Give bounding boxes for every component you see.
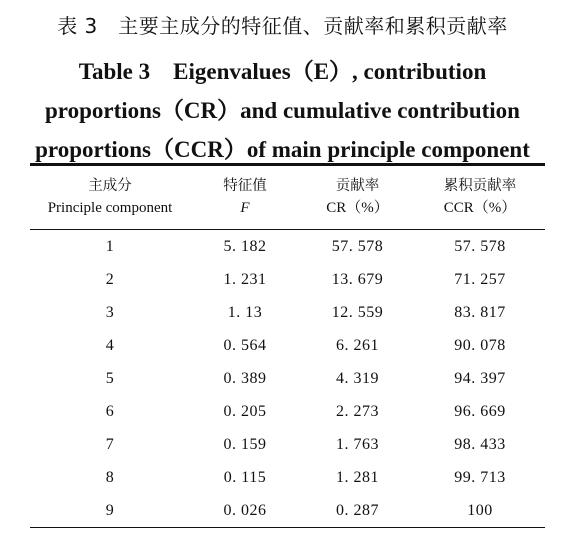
header-eigenvalue — [190, 175, 300, 219]
header-contribution — [300, 175, 415, 219]
header-eigenvalue-cn: 特征值 — [223, 178, 267, 194]
cell-cumulative: 96. 669 — [454, 403, 506, 420]
cell-cumulative: 83. 817 — [454, 304, 506, 321]
cell-component: 8 — [105, 469, 115, 486]
caption-english-line-1: Table 3 Eigenvalues（E）, contribution — [78, 59, 487, 84]
header-cumulative — [415, 175, 545, 219]
cell-cumulative: 90. 078 — [454, 337, 506, 354]
cell-contribution: 1. 281 — [336, 469, 379, 486]
cell-eigenvalue: 0. 564 — [223, 337, 267, 354]
cell-cumulative: 100 — [467, 502, 493, 519]
cell-component: 2 — [105, 271, 115, 288]
cell-eigenvalue: 0. 026 — [223, 502, 267, 519]
cell-cumulative: 98. 433 — [454, 436, 506, 453]
cell-contribution: 4. 319 — [336, 370, 379, 387]
header-contribution-en: CR（%） — [326, 200, 389, 216]
cell-contribution: 0. 287 — [336, 502, 379, 519]
cell-component: 7 — [105, 436, 115, 453]
cell-component: 4 — [105, 337, 115, 354]
cell-cumulative: 71. 257 — [454, 271, 506, 288]
cell-eigenvalue: 0. 115 — [223, 469, 267, 486]
caption-chinese: 表 3 主要主成分的特征值、贡献率和累积贡献率 — [57, 14, 508, 38]
cell-cumulative: 57. 578 — [454, 238, 506, 255]
cell-eigenvalue: 5. 182 — [223, 238, 267, 255]
header-component-cn: 主成分 — [88, 178, 132, 194]
bottom-rule — [30, 527, 545, 528]
cell-contribution: 13. 679 — [331, 271, 384, 288]
header-cumulative-cn: 累积贡献率 — [443, 178, 517, 194]
header-component-en: Principle component — [47, 200, 173, 216]
cell-component: 1 — [105, 238, 115, 255]
header-component — [30, 175, 190, 219]
cell-eigenvalue: 1. 13 — [227, 304, 263, 321]
cell-component: 5 — [105, 370, 115, 387]
cell-contribution: 57. 578 — [331, 238, 384, 255]
cell-eigenvalue: 0. 205 — [223, 403, 267, 420]
header-contribution-cn: 贡献率 — [335, 178, 380, 194]
cell-eigenvalue: 0. 389 — [223, 370, 267, 387]
header-cumulative-en: CCR（%） — [443, 200, 517, 216]
cell-contribution: 2. 273 — [336, 403, 379, 420]
cell-cumulative: 99. 713 — [454, 469, 506, 486]
cell-eigenvalue: 1. 231 — [223, 271, 267, 288]
caption-english-line-2: proportions（CR）and cumulative contribution — [45, 98, 520, 123]
cell-component: 6 — [105, 403, 115, 420]
cell-component: 3 — [105, 304, 115, 321]
cell-contribution: 6. 261 — [336, 337, 379, 354]
cell-contribution: 1. 763 — [336, 436, 379, 453]
header-eigenvalue-en: F — [240, 200, 250, 216]
cell-component: 9 — [105, 502, 115, 519]
cell-cumulative: 94. 397 — [454, 370, 506, 387]
cell-contribution: 12. 559 — [331, 304, 384, 321]
cell-eigenvalue: 0. 159 — [223, 436, 267, 453]
caption-english-line-3: proportions（CCR）of main principle component — [35, 137, 530, 162]
top-rule — [30, 163, 545, 166]
